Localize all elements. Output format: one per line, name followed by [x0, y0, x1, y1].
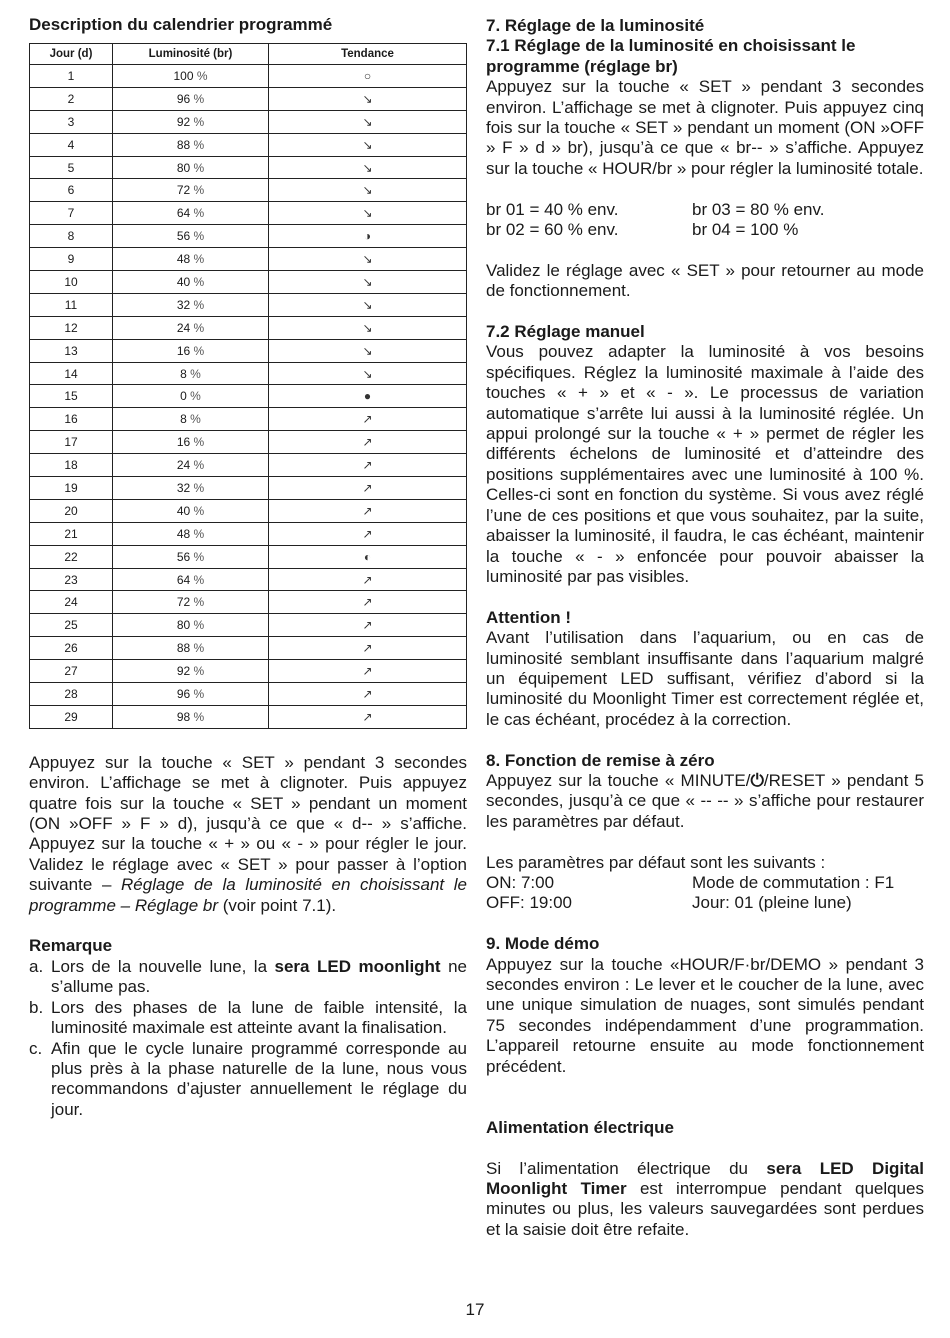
brightness-value: 24	[176, 458, 191, 473]
cell-trend: ↘	[269, 248, 467, 271]
cell-brightness	[113, 293, 269, 316]
brightness-unit: %	[193, 526, 205, 541]
defaults-row-2	[486, 893, 924, 913]
cell-brightness	[113, 522, 269, 545]
cell-trend: ↗	[269, 660, 467, 683]
cell-trend: ↘	[269, 271, 467, 294]
cell-trend: ↘	[269, 110, 467, 133]
cell-trend: ↗	[269, 499, 467, 522]
brightness-unit: %	[193, 572, 205, 587]
table-row	[30, 499, 467, 522]
cell-brightness	[113, 614, 269, 637]
remark-marker: c.	[29, 1038, 43, 1058]
table-row	[30, 202, 467, 225]
brightness-value: 48	[176, 526, 191, 541]
brightness-unit: %	[193, 435, 205, 450]
brightness-unit: %	[193, 252, 205, 267]
day-setting-text-b: (voir point 7.1).	[217, 895, 337, 915]
brightness-value: 32	[176, 297, 191, 312]
brightness-unit: %	[193, 274, 205, 289]
cell-brightness	[113, 545, 269, 568]
brightness-value: 92	[176, 114, 191, 129]
section-8-text-b: /RESET » pendant 5 secondes, jusqu’à ce que « -- -- » s’affiche pour restaurer les paramètres par défaut.	[486, 770, 924, 831]
remark-text: Lors de la nouvelle lune, la	[51, 956, 275, 976]
attention-text: Avant l’utilisation dans l’aquarium, ou en cas de luminosité semblant insuffisante dans l’aquarium malgré un équipement LED suffisant, vérifiez d’abord si la luminosité du Moonlight Timer est correctement réglée et, le cas échéant, procédez à la correction.	[486, 628, 924, 729]
cell-trend: ↗	[269, 637, 467, 660]
table-row	[30, 133, 467, 156]
table-row	[30, 591, 467, 614]
default-value: OFF: 19:00	[486, 893, 572, 913]
remark-list	[29, 957, 467, 1120]
cell-day: 18	[30, 454, 113, 477]
brightness-unit: %	[193, 91, 205, 106]
table-row	[30, 385, 467, 408]
table-row	[30, 614, 467, 637]
brightness-unit: %	[193, 297, 205, 312]
brightness-unit: %	[190, 366, 201, 381]
header-day: Jour (d)	[30, 44, 113, 65]
cell-trend: ↘	[269, 293, 467, 316]
cell-brightness	[113, 705, 269, 728]
header-brightness: Luminosité (br)	[113, 44, 269, 65]
brightness-value: 56	[176, 229, 191, 244]
br-value: br 03 = 80 % env.	[692, 199, 825, 219]
table-row	[30, 65, 467, 88]
table-row	[30, 431, 467, 454]
power-icon: ⏻	[750, 770, 764, 790]
power-text-bold: sera LED Digital Moonlight Timer	[486, 1158, 924, 1198]
remark-marker: b.	[29, 997, 44, 1017]
cell-brightness	[113, 179, 269, 202]
cell-trend: ↘	[269, 362, 467, 385]
cell-brightness	[113, 316, 269, 339]
table-row	[30, 156, 467, 179]
remark-text-post: ne s’allume pas.	[51, 956, 467, 997]
table-row	[30, 408, 467, 431]
brightness-unit: %	[193, 229, 205, 244]
section-9-text: Appuyez sur la touche «HOUR/F·br/DEMO » pendant 3 secondes environ : Le lever et le coucher de la lune, avec une unique simulation de nuages, sont simulés pendant 75 secondes indépendamment d’une programmation. L’appareil retourne ensuite au mode fonctionnement précédent.	[486, 954, 924, 1076]
br-value: br 02 = 60 % env.	[486, 220, 619, 240]
day-setting-text	[29, 753, 467, 916]
cell-trend: ↗	[269, 408, 467, 431]
cell-brightness	[113, 248, 269, 271]
cell-trend: ↗	[269, 614, 467, 637]
power-text-pre: Si l’alimentation électrique du	[486, 1158, 767, 1178]
table-row	[30, 568, 467, 591]
brightness-value: 80	[176, 160, 191, 175]
brightness-unit: %	[193, 503, 205, 518]
table-row	[30, 683, 467, 706]
brightness-value: 8	[180, 412, 187, 427]
cell-day: 9	[30, 248, 113, 271]
brightness-value: 8	[180, 366, 187, 381]
cell-brightness	[113, 431, 269, 454]
cell-brightness	[113, 637, 269, 660]
brightness-value: 92	[176, 664, 191, 679]
table-row	[30, 225, 467, 248]
table-row	[30, 339, 467, 362]
brightness-unit: %	[193, 641, 205, 656]
remark-title: Remarque	[29, 936, 113, 956]
brightness-unit: %	[193, 595, 205, 610]
left-column	[29, 14, 467, 1120]
cell-day: 29	[30, 705, 113, 728]
table-row	[30, 293, 467, 316]
brightness-value: 64	[176, 206, 191, 221]
table-header-row	[30, 44, 467, 65]
table-row	[30, 705, 467, 728]
brightness-unit: %	[193, 618, 205, 633]
brightness-value: 0	[180, 389, 187, 404]
table-row	[30, 87, 467, 110]
attention-title: Attention !	[486, 607, 571, 627]
remark-item	[29, 1039, 467, 1121]
cell-brightness	[113, 156, 269, 179]
brightness-unit: %	[193, 664, 205, 679]
cell-trend: ↘	[269, 339, 467, 362]
brightness-unit: %	[193, 114, 205, 129]
section-9-title: 9. Mode démo	[486, 934, 600, 954]
cell-trend: ↗	[269, 454, 467, 477]
brightness-value: 64	[176, 572, 191, 587]
brightness-value: 48	[176, 252, 191, 267]
calendar-table	[29, 43, 467, 729]
power-text	[486, 1159, 924, 1241]
cell-day: 5	[30, 156, 113, 179]
table-row	[30, 637, 467, 660]
page-number: 17	[465, 1300, 485, 1319]
remark-text: Lors des phases de la lune de faible intensité, la luminosité maximale est atteinte avant la finalisation.	[51, 997, 467, 1038]
cell-trend: ↘	[269, 179, 467, 202]
section-7-1-title: 7.1 Réglage de la luminosité en choisissant le programme (réglage br)	[486, 36, 856, 76]
cell-brightness	[113, 454, 269, 477]
brightness-value: 96	[176, 686, 191, 701]
brightness-value: 24	[176, 320, 191, 335]
cell-day: 21	[30, 522, 113, 545]
cell-brightness	[113, 385, 269, 408]
cell-brightness	[113, 591, 269, 614]
brightness-unit: %	[190, 412, 201, 427]
remark-text: Afin que le cycle lunaire programmé corresponde au plus près à la phase naturelle de la lune, nous vous recommandons d’ajuster annuellement le réglage du jour.	[51, 1038, 467, 1119]
cell-trend: ◐	[269, 545, 467, 568]
cell-day: 20	[30, 499, 113, 522]
cell-brightness	[113, 499, 269, 522]
cell-brightness	[113, 202, 269, 225]
table-row	[30, 316, 467, 339]
defaults-row-1	[486, 873, 924, 893]
cell-day: 8	[30, 225, 113, 248]
brightness-value: 40	[176, 274, 191, 289]
cell-day: 28	[30, 683, 113, 706]
brightness-value: 72	[176, 183, 191, 198]
cell-brightness	[113, 568, 269, 591]
cell-day: 1	[30, 65, 113, 88]
defaults-intro: Les paramètres par défaut sont les suivants :	[486, 852, 826, 872]
table-row	[30, 545, 467, 568]
table-row	[30, 477, 467, 500]
brightness-value: 32	[176, 480, 191, 495]
power-text-post: est interrompue pendant quelques minutes ou plus, les valeurs sauvegardées sont perdues et la saisie doit être refaite.	[486, 1179, 924, 1239]
table-row	[30, 454, 467, 477]
brightness-unit: %	[193, 480, 205, 495]
brightness-unit: %	[193, 343, 205, 358]
brightness-unit: %	[193, 160, 205, 175]
cell-trend: ↗	[269, 683, 467, 706]
cell-brightness	[113, 660, 269, 683]
brightness-unit: %	[193, 709, 205, 724]
brightness-value: 72	[176, 595, 191, 610]
cell-day: 25	[30, 614, 113, 637]
cell-day: 11	[30, 293, 113, 316]
power-title: Alimentation électrique	[486, 1117, 674, 1137]
cell-day: 12	[30, 316, 113, 339]
cell-brightness	[113, 271, 269, 294]
cell-trend: ◑	[269, 225, 467, 248]
table-row	[30, 110, 467, 133]
cell-day: 17	[30, 431, 113, 454]
brightness-value: 88	[176, 641, 191, 656]
cell-trend: ↗	[269, 568, 467, 591]
cell-brightness	[113, 477, 269, 500]
calendar-body	[30, 65, 467, 729]
cell-day: 24	[30, 591, 113, 614]
cell-trend: ↘	[269, 133, 467, 156]
brightness-value: 40	[176, 503, 191, 518]
cell-day: 16	[30, 408, 113, 431]
brightness-unit: %	[196, 68, 208, 83]
calendar-title: Description du calendrier programmé	[29, 15, 333, 34]
brightness-unit: %	[193, 549, 205, 564]
cell-trend: ↗	[269, 522, 467, 545]
default-value: ON: 7:00	[486, 872, 555, 892]
cell-brightness	[113, 683, 269, 706]
cell-trend: ↗	[269, 431, 467, 454]
br-values-row-1	[486, 200, 924, 220]
cell-brightness	[113, 225, 269, 248]
section-7-2-title: 7.2 Réglage manuel	[486, 322, 645, 342]
header-trend: Tendance	[269, 44, 467, 65]
cell-trend: ●	[269, 385, 467, 408]
cell-trend: ○	[269, 65, 467, 88]
cell-day: 13	[30, 339, 113, 362]
br-value: br 04 = 100 %	[692, 220, 799, 240]
cell-trend: ↘	[269, 156, 467, 179]
cell-day: 4	[30, 133, 113, 156]
table-row	[30, 660, 467, 683]
cell-brightness	[113, 339, 269, 362]
remark-bold: sera LED moonlight	[274, 956, 441, 976]
brightness-value: 16	[176, 435, 191, 450]
cell-day: 6	[30, 179, 113, 202]
cell-trend: ↘	[269, 316, 467, 339]
cell-day: 26	[30, 637, 113, 660]
brightness-unit: %	[193, 183, 205, 198]
brightness-unit: %	[190, 389, 201, 404]
day-setting-text-a: Appuyez sur la touche « SET » pendant 3 secondes environ. L’affichage se met à clignoter. Puis appuyez quatre fois sur la touche « SET » pendant un moment (ON »OFF » F » d), jusqu’à ce que « d-- » s’affiche. Appuyez sur la touche « + » ou « - » pour régler le jour. Validez le réglage avec « SET » pour passer à l’option suivante –	[29, 752, 467, 895]
remark-item	[29, 998, 467, 1039]
section-7-1-text: Appuyez sur la touche « SET » pendant 3 secondes environ. L’affichage se met à clignoter. Puis appuyez cinq fois sur la touche « SET » pendant un moment (ON »OFF » F » d » br), jusqu’à ce que « br-- » s’affiche. Appuyez sur la touche « HOUR/br » pour régler la luminosité totale.	[486, 77, 924, 178]
section-7-title: 7. Réglage de la luminosité	[486, 16, 705, 35]
remark-item	[29, 957, 467, 998]
section-8-text-a: Appuyez sur la touche « MINUTE/	[486, 770, 751, 790]
brightness-value: 96	[176, 91, 191, 106]
cell-day: 22	[30, 545, 113, 568]
table-row	[30, 522, 467, 545]
cell-brightness	[113, 362, 269, 385]
cell-day: 15	[30, 385, 113, 408]
cell-day: 2	[30, 87, 113, 110]
br-values-row-2	[486, 220, 924, 240]
right-column	[486, 16, 924, 1240]
brightness-unit: %	[193, 686, 205, 701]
brightness-value: 98	[176, 709, 191, 724]
brightness-unit: %	[193, 206, 205, 221]
table-row	[30, 362, 467, 385]
day-setting-text-em: Réglage de la luminosité en choisissant le programme – Réglage br	[29, 875, 467, 915]
cell-trend: ↘	[269, 202, 467, 225]
remark-marker: a.	[29, 956, 44, 976]
cell-brightness	[113, 65, 269, 88]
cell-trend: ↘	[269, 87, 467, 110]
cell-trend: ↗	[269, 705, 467, 728]
section-8-title: 8. Fonction de remise à zéro	[486, 750, 715, 770]
cell-brightness	[113, 408, 269, 431]
section-7-1-validate: Validez le réglage avec « SET » pour retourner au mode de fonctionnement.	[486, 260, 924, 301]
brightness-value: 56	[176, 549, 191, 564]
brightness-value: 16	[176, 343, 191, 358]
table-row	[30, 248, 467, 271]
cell-trend: ↗	[269, 591, 467, 614]
section-7-2-text: Vous pouvez adapter la luminosité à vos besoins spécifiques. Réglez la luminosité maximale à l’aide des touches « + » et « - ». Le processus de variation automatique s’arrête lui aussi à la luminosité réglée. Un appui prolongé sur la touche « + » permet de régler les différents échelons de luminosité et d’atteindre des positions supplémentaires avec une luminosité à 100 %. Celles-ci sont en fonction du système. Si vous avez réglé l’une de ces positions et que vous souhaitez, par la suite, abaisser la luminosité, il faudra, le cas échéant, maintenir la touche « - » enfoncée pour pouvoir abaisser la luminosité par pas visibles.	[486, 342, 924, 586]
cell-brightness	[113, 133, 269, 156]
cell-brightness	[113, 87, 269, 110]
brightness-value: 100	[173, 68, 194, 83]
cell-day: 7	[30, 202, 113, 225]
br-value: br 01 = 40 % env.	[486, 199, 619, 219]
default-value: Jour: 01 (pleine lune)	[692, 893, 852, 913]
brightness-value: 80	[176, 618, 191, 633]
brightness-unit: %	[193, 137, 205, 152]
table-row	[30, 179, 467, 202]
section-8-text	[486, 771, 924, 832]
cell-day: 14	[30, 362, 113, 385]
cell-day: 23	[30, 568, 113, 591]
cell-day: 19	[30, 477, 113, 500]
cell-trend: ↗	[269, 477, 467, 500]
cell-day: 3	[30, 110, 113, 133]
default-value: Mode de commutation : F1	[692, 872, 895, 892]
table-row	[30, 271, 467, 294]
brightness-unit: %	[193, 458, 205, 473]
brightness-unit: %	[193, 320, 205, 335]
cell-day: 27	[30, 660, 113, 683]
brightness-value: 88	[176, 137, 191, 152]
cell-day: 10	[30, 271, 113, 294]
cell-brightness	[113, 110, 269, 133]
